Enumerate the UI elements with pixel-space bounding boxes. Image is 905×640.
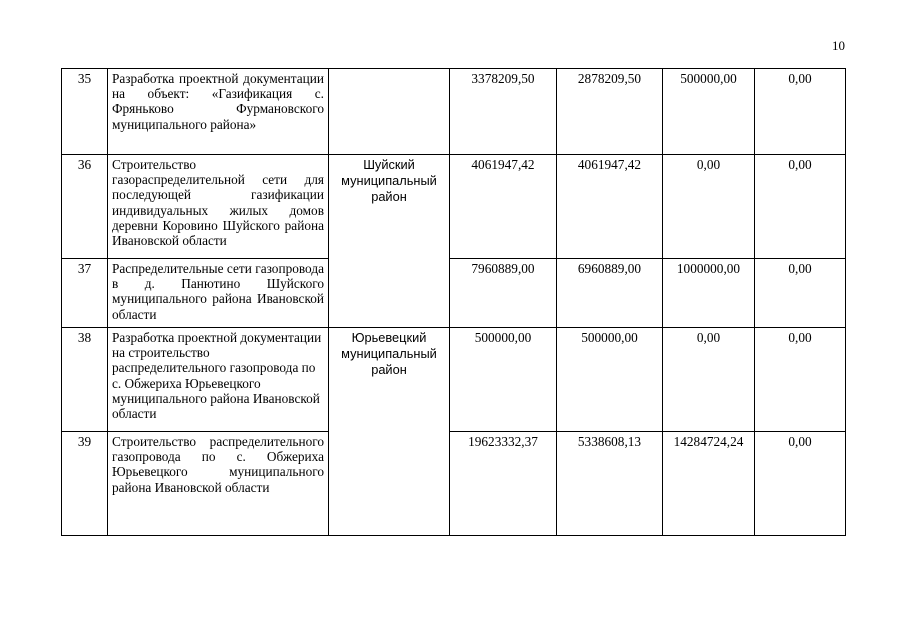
project-description: Разработка проектной документации на строительство распределительного газопровода по с. Обжериха Юрьевецкого муниципального района Ивановской области [108, 328, 329, 432]
amount-col4: 0,00 [755, 328, 846, 432]
table-row [62, 69, 846, 155]
table-row [62, 155, 846, 259]
district-shuya: Шуйский муниципальный район [329, 155, 450, 328]
page-number: 10 [832, 38, 845, 53]
amount-total: 500000,00 [450, 328, 557, 432]
amount-col4: 0,00 [755, 155, 846, 259]
amount-col3: 1000000,00 [663, 259, 755, 328]
project-description: Строительство распределительного газопровода по с. Обжериха Юрьевецкого муниципального района Ивановской области [108, 432, 329, 536]
amount-col2: 4061947,42 [557, 155, 663, 259]
amount-total: 3378209,50 [450, 69, 557, 155]
district-yuryevets: Юрьевецкий муниципальный район [329, 328, 450, 536]
amount-col3: 0,00 [663, 155, 755, 259]
amount-col4: 0,00 [755, 259, 846, 328]
amount-col2: 5338608,13 [557, 432, 663, 536]
amount-col2: 2878209,50 [557, 69, 663, 155]
project-description: Распределительные сети газопровода в д. Панютино Шуйского муниципального района Ивановской области [108, 259, 329, 328]
amount-total: 7960889,00 [450, 259, 557, 328]
amount-col3: 500000,00 [663, 69, 755, 155]
amount-col2: 6960889,00 [557, 259, 663, 328]
table-row [62, 328, 846, 432]
district-cell-empty [329, 69, 450, 155]
amount-total: 19623332,37 [450, 432, 557, 536]
row-number: 39 [62, 432, 108, 536]
row-number: 37 [62, 259, 108, 328]
table-row [62, 432, 846, 536]
row-number: 38 [62, 328, 108, 432]
amount-col3: 14284724,24 [663, 432, 755, 536]
project-description: Строительство газораспределительной сети для последующей газификации индивидуальных жилых домов деревни Коровино Шуйского района Ивановской области [108, 155, 329, 259]
amount-col2: 500000,00 [557, 328, 663, 432]
amount-col4: 0,00 [755, 432, 846, 536]
table-row [62, 259, 846, 328]
project-description: Разработка проектной документации на объект: «Газификация с. Фряньково Фурмановского муниципального района» [108, 69, 329, 155]
amount-total: 4061947,42 [450, 155, 557, 259]
row-number: 35 [62, 69, 108, 155]
amount-col3: 0,00 [663, 328, 755, 432]
amount-col4: 0,00 [755, 69, 846, 155]
row-number: 36 [62, 155, 108, 259]
financing-table [61, 68, 846, 536]
